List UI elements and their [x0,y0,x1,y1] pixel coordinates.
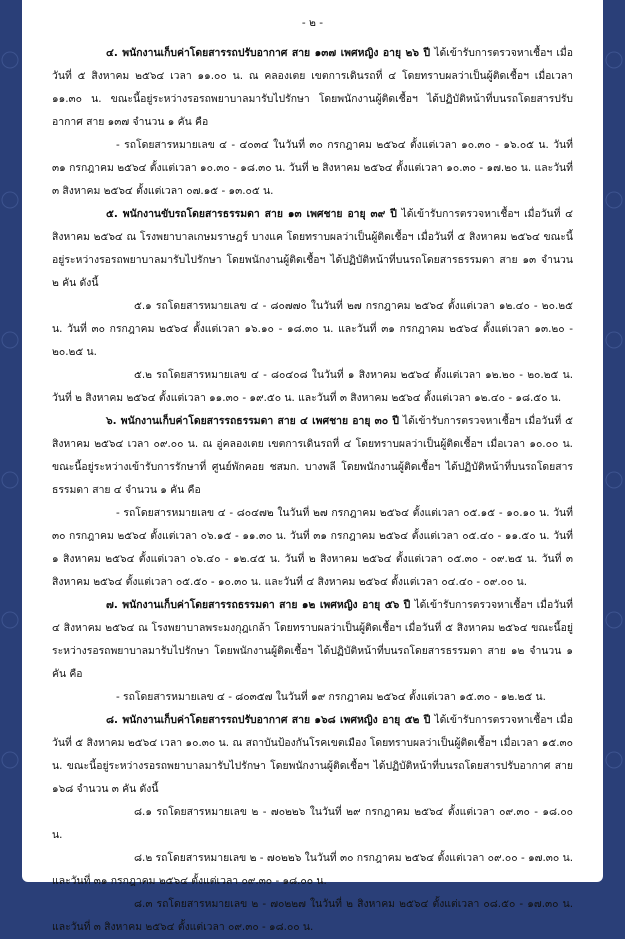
page-number: - ๒ - [301,17,324,29]
bus-detail-text: - รถโดยสารหมายเลข ๔ - ๘๐๓๕๗ ในวันที่ ๑๙ กรกฎาคม ๒๕๖๔ ตั้งแต่เวลา ๑๕.๓๐ - ๑๒.๒๕ น. [116,691,546,703]
section-paragraph [52,594,573,686]
bus-detail-text: ๘.๑ รถโดยสารหมายเลข ๒ - ๗๐๒๒๖ ในวันที่ ๒๙ กรกฎาคม ๒๕๖๔ ตั้งแต่เวลา ๐๙.๓๐ - ๑๘.๐๐ น. [52,806,573,841]
bus-detail-text: ๕.๒ รถโดยสารหมายเลข ๔ - ๘๐๔๐๘ ในวันที่ ๑ สิงหาคม ๒๕๖๔ ตั้งแต่เวลา ๑๒.๒๐ - ๒๐.๒๕ น. วันที่ ๒ สิงหาคม ๒๕๖๔ ตั้งแต่เวลา ๑๑.๓๐ - ๑๙.๕๐ น. และวันที่ ๓ สิงหาคม ๒๕๖๔ ตั้งแต่เวลา ๑๒.๔๐ - ๑๘.๕๐ น. [52,369,573,404]
bus-detail-bullet [52,686,573,709]
section-text: ได้เข้ารับการตรวจหาเชื้อฯ เมื่อวันที่ ๕ สิงหาคม ๒๕๖๔ เวลา ๑๑.๐๐ น. ณ คลองเตย เขตการเดินรถที่ ๔ โดยทราบผลว่าเป็นผู้ติดเชื้อฯ เมื่อเวลา ๑๑.๓๐ น. ขณะนี้อยู่ระหว่างรอรถพยาบาลมารับไปรักษา โดยพนักงานผู้ติดเชื้อฯ ได้ปฏิบัติหน้าที่บนรถโดยสารปรับอากาศ สาย ๑๓๗ จำนวน ๑ คัน คือ [52,47,573,128]
section-heading: ๗. พนักงานเก็บค่าโดยสารรถธรรมดา สาย ๑๒ เพศหญิง อายุ ๕๖ ปี [106,599,411,611]
section-paragraph [52,42,573,134]
section-paragraph [52,410,573,502]
section-text: ได้เข้ารับการตรวจหาเชื้อฯ เมื่อวันที่ ๔ สิงหาคม ๒๕๖๔ ณ โรงพยาบาลพระมงกุฎเกล้า โดยทราบผลว่าเป็นผู้ติดเชื้อฯ เมื่อวันที่ ๕ สิงหาคม ๒๕๖๔ ขณะนี้อยู่ระหว่างรอรถพยาบาลมารับไปรักษา โดยพนักงานผู้ติดเชื้อฯ ได้ปฏิบัติหน้าที่บนรถโดยสารธรรมดา สาย ๑๒ จำนวน ๑ คัน คือ [52,599,573,680]
document-body [52,42,573,939]
section-heading: ๘. พนักงานเก็บค่าโดยสารรถปรับอากาศ สาย ๑๖๘ เพศหญิง อายุ ๕๒ ปี [106,714,431,726]
bus-detail-text: ๕.๑ รถโดยสารหมายเลข ๔ - ๘๐๗๗๐ ในวันที่ ๒๗ กรกฎาคม ๒๕๖๔ ตั้งแต่เวลา ๑๒.๔๐ - ๒๐.๒๕ น. วันที่ ๓๐ กรกฎาคม ๒๕๖๔ ตั้งแต่เวลา ๑๖.๑๐ - ๑๘.๓๐ น. และวันที่ ๓๑ กรกฎาคม ๒๕๖๔ ตั้งแต่เวลา ๑๓.๒๐ - ๒๐.๒๕ น. [52,300,573,358]
document-page [22,0,603,933]
section-heading: ๕. พนักงานขับรถโดยสารธรรมดา สาย ๑๓ เพศชาย อายุ ๓๙ ปี [106,208,397,220]
section-text: ได้เข้ารับการตรวจหาเชื้อฯ เมื่อวันที่ ๕ สิงหาคม ๒๕๖๔ เวลา ๐๙.๐๐ น. ณ อู่คลองเตย เขตการเดินรถที่ ๔ โดยทราบผลว่าเป็นผู้ติดเชื้อฯ เมื่อเวลา ๑๐.๐๐ น. ขณะนี้อยู่ระหว่างเข้ารับการรักษาที่ ศูนย์พักคอย ชสมก. บางพลี โดยพนักงานผู้ติดเชื้อฯ ได้ปฏิบัติหน้าที่บนรถโดยสารธรรมดา สาย ๔ จำนวน ๑ คัน คือ [52,415,573,496]
section-text: ได้เข้ารับการตรวจหาเชื้อฯ เมื่อวันที่ ๔ สิงหาคม ๒๕๖๔ ณ โรงพยาบาลเกษมราษฎร์ บางแค โดยทราบผลว่าเป็นผู้ติดเชื้อฯ เมื่อวันที่ ๕ สิงหาคม ๒๕๖๔ ขณะนี้อยู่ระหว่างรอรถพยาบาลมารับไปรักษา โดยพนักงานผู้ติดเชื้อฯ ได้ปฏิบัติหน้าที่บนรถโดยสารธรรมดา สาย ๑๓ จำนวน ๒ คัน ดังนี้ [52,208,573,289]
bus-detail-text: ๘.๓ รถโดยสารหมายเลข ๒ - ๗๐๒๒๗ ในวันที่ ๒ สิงหาคม ๒๕๖๔ ตั้งแต่เวลา ๐๘.๕๐ - ๑๗.๓๐ น. และวันที่ ๓ สิงหาคม ๒๕๖๔ ตั้งแต่เวลา ๐๙.๓๐ - ๑๘.๐๐ น. [52,898,573,933]
section-heading: ๖. พนักงานเก็บค่าโดยสารรถธรรมดา สาย ๔ เพศชาย อายุ ๓๐ ปี [106,415,399,427]
bus-detail-subitem [52,893,573,939]
bus-detail-bullet [52,134,573,203]
bus-detail-bullet [52,502,573,594]
bus-detail-text: - รถโดยสารหมายเลข ๔ - ๘๐๔๗๒ ในวันที่ ๒๗ กรกฎาคม ๒๕๖๔ ตั้งแต่เวลา ๐๕.๑๕ - ๑๐.๑๐ น. วันที่ ๓๐ กรกฎาคม ๒๕๖๔ ตั้งแต่เวลา ๐๖.๑๕ - ๑๑.๓๐ น. วันที่ ๓๑ กรกฎาคม ๒๕๖๔ ตั้งแต่เวลา ๐๕.๔๐ - ๑๑.๕๐ น. วันที่ ๑ สิงหาคม ๒๕๖๔ ตั้งแต่เวลา ๐๖.๔๐ - ๑๒.๔๕ น. วันที่ ๒ สิงหาคม ๒๕๖๔ ตั้งแต่เวลา ๐๕.๓๐ - ๐๙.๒๕ น. วันที่ ๓ สิงหาคม ๒๕๖๔ ตั้งแต่เวลา ๐๕.๕๐ - ๑๐.๓๐ น. และวันที่ ๔ สิงหาคม ๒๕๖๔ ตั้งแต่เวลา ๐๔.๔๐ - ๐๙.๐๐ น. [52,507,573,588]
section-text: ได้เข้ารับการตรวจหาเชื้อฯ เมื่อวันที่ ๕ สิงหาคม ๒๕๖๔ เวลา ๑๐.๓๐ น. ณ สถาบันป้องกันโรคเขตเมือง โดยทราบผลว่าเป็นผู้ติดเชื้อฯ เมื่อเวลา ๑๕.๓๐ น. ขณะนี้อยู่ระหว่างรอรถพยาบาลมารับไปรักษา โดยพนักงานผู้ติดเชื้อฯ ได้ปฏิบัติหน้าที่บนรถโดยสารปรับอากาศ สาย ๑๖๘ จำนวน ๓ คัน ดังนี้ [52,714,573,795]
section-paragraph [52,203,573,295]
section-heading: ๔. พนักงานเก็บค่าโดยสารรถปรับอากาศ สาย ๑๓๗ เพศหญิง อายุ ๒๖ ปี [106,47,431,59]
bus-detail-subitem [52,801,573,847]
bus-detail-subitem [52,364,573,410]
bus-detail-text: - รถโดยสารหมายเลข ๔ - ๔๐๓๔ ในวันที่ ๓๐ กรกฎาคม ๒๕๖๔ ตั้งแต่เวลา ๑๐.๓๐ - ๑๖.๐๕ น. วันที่ ๓๑ กรกฎาคม ๒๕๖๔ ตั้งแต่เวลา ๑๐.๓๐ - ๑๘.๓๐ น. วันที่ ๒ สิงหาคม ๒๕๖๔ ตั้งแต่เวลา ๑๐.๓๐ - ๑๗.๒๐ น. และวันที่ ๓ สิงหาคม ๒๕๖๔ ตั้งแต่เวลา ๐๗.๑๕ - ๑๓.๐๕ น. [52,139,573,197]
bus-detail-subitem [52,295,573,364]
section-paragraph [52,709,573,801]
bus-detail-text: ๘.๒ รถโดยสารหมายเลข ๒ - ๗๐๒๒๖ ในวันที่ ๓๐ กรกฎาคม ๒๕๖๔ ตั้งแต่เวลา ๐๙.๐๐ - ๑๗.๓๐ น. และวันที่ ๓๑ กรกฎาคม ๒๕๖๔ ตั้งแต่เวลา ๐๙.๓๐ - ๑๘.๐๐ น. [52,852,573,887]
bus-detail-subitem [52,847,573,893]
